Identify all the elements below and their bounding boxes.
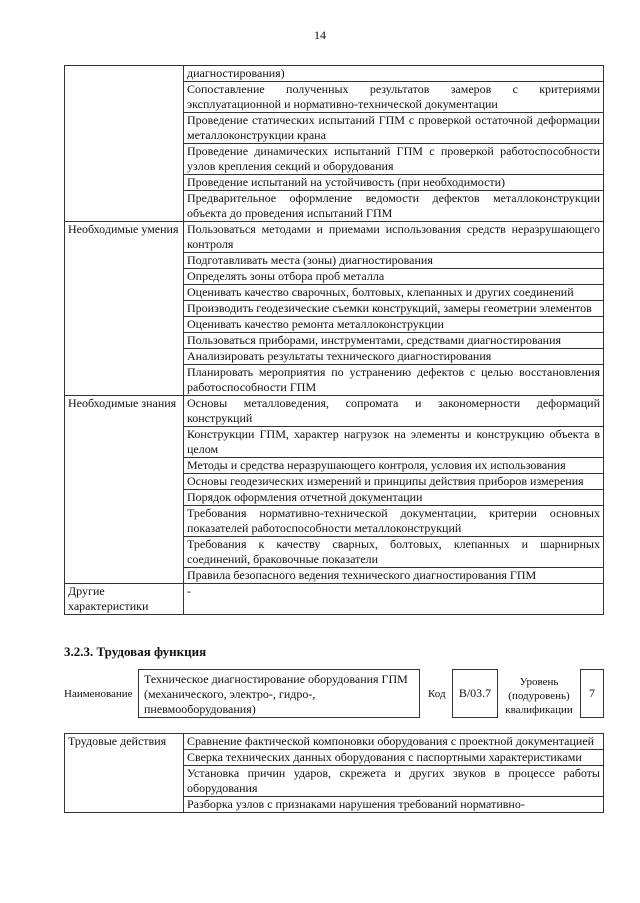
table-cell: Сверка технических данных оборудования с паспортными характеристиками xyxy=(184,750,604,766)
table-cell: Сравнение фактической компоновки оборудования с проектной документацией xyxy=(184,734,604,750)
table-cell: Требования нормативно-технической документации, критерии основных показателей работоспособности металлоконструкций xyxy=(184,506,604,537)
table-cell: Требования к качеству сварных, болтовых, клепанных и шарнирных соединений, браковочные показатели xyxy=(184,537,604,568)
table-cell: Методы и средства неразрушающего контроля, условия их использования xyxy=(184,458,604,474)
table-cell: Основы металловедения, сопромата и закономерности деформаций конструкций xyxy=(184,396,604,427)
table-cell: Производить геодезические съемки конструкций, замеры геометрии элементов xyxy=(184,301,604,317)
table-cell: Планировать мероприятия по устранению дефектов с целью восстановления работоспособности ГПМ xyxy=(184,365,604,396)
row-group-label: Необходимые знания xyxy=(65,396,184,584)
table-row xyxy=(65,584,604,615)
table-row xyxy=(65,396,604,427)
table-cell: Проведение статических испытаний ГПМ с проверкой остаточной деформации металлоконструкции крана xyxy=(184,113,604,144)
table-cell: Анализировать результаты технического диагностирования xyxy=(184,349,604,365)
table-cell: Оценивать качество ремонта металлоконструкции xyxy=(184,317,604,333)
row-group-label xyxy=(65,66,184,222)
requirements-table xyxy=(64,65,604,615)
table-row xyxy=(65,734,604,750)
table-cell: Определять зоны отбора проб металла xyxy=(184,269,604,285)
row-group-label: Трудовые действия xyxy=(65,734,184,813)
row-group-label: Другие характеристики xyxy=(65,584,184,615)
table-cell: Сопоставление полученных результатов замеров с критериями эксплуатационной и нормативно-технической документации xyxy=(184,82,604,113)
code-label: Код xyxy=(428,688,446,700)
qualification-level-box: 7 xyxy=(580,669,604,718)
table-cell: Оценивать качество сварочных, болтовых, клепанных и других соединений xyxy=(184,285,604,301)
table-cell: Разборка узлов с признаками нарушения требований нормативно- xyxy=(184,797,604,813)
table-cell: Предварительное оформление ведомости дефектов металлоконструкции объекта до проведения испытаний ГПМ xyxy=(184,191,604,222)
table-cell: Пользоваться методами и приемами использования средств неразрушающего контроля xyxy=(184,222,604,253)
table-cell: Основы геодезических измерений и принципы действия приборов измерения xyxy=(184,474,604,490)
table-cell: диагностирования) xyxy=(184,66,604,82)
function-name-box: Техническое диагностирование оборудования ГПМ (механического, электро-, гидро-, пневмооборудования) xyxy=(138,669,420,718)
labor-actions-table xyxy=(64,733,604,813)
function-code-box: В/03.7 xyxy=(452,669,498,718)
name-label: Наименование xyxy=(64,688,133,700)
table-cell: Правила безопасного ведения технического диагностирования ГПМ xyxy=(184,568,604,584)
section-heading: 3.2.3. Трудовая функция xyxy=(64,644,207,659)
table-cell: - xyxy=(184,584,604,615)
table-cell: Проведение испытаний на устойчивость (при необходимости) xyxy=(184,175,604,191)
page-number: 14 xyxy=(314,28,326,42)
qualification-level-label: Уровень (подуровень) квалификации xyxy=(505,676,573,716)
table-cell: Установка причин ударов, скрежета и других звуков в процессе работы оборудования xyxy=(184,766,604,797)
table-cell: Проведение динамических испытаний ГПМ с проверкой работоспособности узлов крепления секций и оборудования xyxy=(184,144,604,175)
table-cell: Подготавливать места (зоны) диагностирования xyxy=(184,253,604,269)
table-row xyxy=(65,66,604,82)
table-cell: Пользоваться приборами, инструментами, средствами диагностирования xyxy=(184,333,604,349)
table-cell: Порядок оформления отчетной документации xyxy=(184,490,604,506)
row-group-label: Необходимые умения xyxy=(65,222,184,396)
table-row xyxy=(65,222,604,253)
table-cell: Конструкции ГПМ, характер нагрузок на элементы и конструкцию объекта в целом xyxy=(184,427,604,458)
